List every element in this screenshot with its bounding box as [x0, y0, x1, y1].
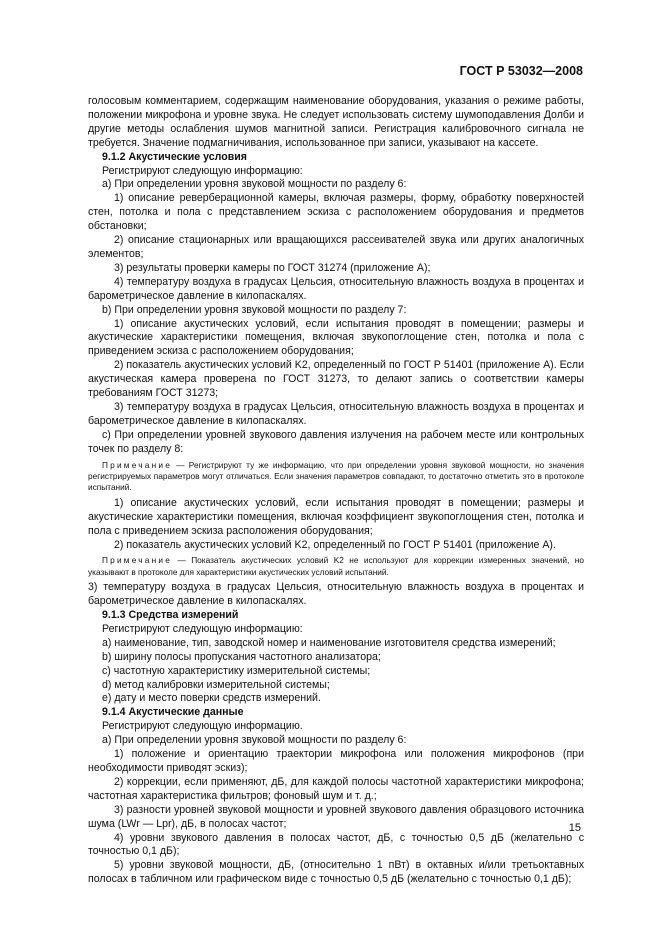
body-paragraph: 1) описание акустических условий, если испытания проводят в помещении; размеры и акустические характеристики помещения, включая звукопоглощение стен, потолка и пола с приведением эскиза с расположением оборудования;	[88, 317, 584, 358]
body-paragraph: a) наименование, тип, заводской номер и наименование изготовителя средства измерений;	[102, 636, 556, 649]
body-paragraph: 2) показатель акустических условий K2, определенный по ГОСТ Р 51401 (приложение А).	[114, 538, 556, 551]
body-paragraph: b) ширину полосы пропускания частотного анализатора;	[102, 650, 381, 663]
note-text: — Показатель акустических условий K2 не используют для коррекции измеренных значений, но указывают в протоколе для характеристики акустических условий испытаний.	[88, 555, 584, 577]
body-paragraph: 5) уровни звуковой мощности, дБ, (относительно 1 пВт) в октавных и/или третьоктавных полосах в табличном или графическом виде с точностью 0,5 дБ (желательно с точностью 0,1 дБ);	[88, 859, 584, 886]
body-paragraph: 1) описание акустических условий, если испытания проводят в помещении; размеры и акустические характеристики помещения, включая коэффициент звукопоглощения стен, потолка и пола с приведением эскиза расположения оборудования;	[88, 496, 584, 537]
note-label: Примечание	[102, 459, 173, 470]
body-paragraph: 4) уровни звукового давления в полосах частот, дБ, с точностью 0,5 дБ (желательно с точностью 0,1 дБ);	[88, 831, 584, 858]
header-standard-title: ГОСТ Р 53032—2008	[459, 64, 583, 78]
document-body	[88, 95, 584, 887]
page-number: 15	[568, 822, 581, 834]
section-heading: 9.1.2 Акустические условия	[102, 150, 247, 163]
body-paragraph: 2) показатель акустических условий K2, определенный по ГОСТ Р 51401 (приложение А). Если акустическая камера проверена по ГОСТ 31273, то делают запись о соответствии камеры требованиям ГОСТ 31273;	[88, 359, 584, 400]
body-paragraph: голосовым комментарием, содержащим наименование оборудования, указания о режиме работы, положении микрофона и уровне звука. Не следует использовать систему шумоподавления Долби и другие методы ослабления шумов магнитной записи. Регистрация калибровочного сигнала не требуется. Значение подмагничивания, использованное при записи, указывают на кассете.	[88, 95, 584, 149]
body-paragraph: 3) разности уровней звуковой мощности и уровней звукового давления образцового источника шума (LWr — Lpr), дБ, в полосах частот;	[88, 803, 584, 830]
note-text: — Регистрируют ту же информацию, что при определении уровня звуковой мощности, но значения регистрируемых параметров могут отличаться. Если значения параметров совпадают, то достаточно отметить это в протоколе испытаний.	[88, 459, 584, 493]
note-paragraph	[88, 460, 584, 494]
body-paragraph: 4) температуру воздуха в градусах Цельсия, относительную влажность воздуха в процентах и барометрическое давление в килопаскалях.	[88, 275, 584, 302]
body-paragraph: Регистрируют следующую информацию:	[102, 164, 303, 177]
body-paragraph: 3) температуру воздуха в градусах Цельсия, относительную влажность воздуха в процентах и барометрическое давление в килопаскалях.	[88, 581, 584, 608]
body-paragraph: 2) описание стационарных или вращающихся рассеивателей звука или других аналогичных элементов;	[88, 234, 584, 260]
body-paragraph: 3) результаты проверки камеры по ГОСТ 31274 (приложение А);	[114, 261, 431, 274]
body-paragraph: c) частотную характеристику измерительной системы;	[102, 664, 371, 677]
body-paragraph: Регистрируют следующую информацию.	[102, 720, 303, 733]
body-paragraph: 1) положение и ориентацию траектории микрофона или положения микрофонов (при необходимости приводят эскиз);	[88, 748, 584, 774]
note-label: Примечание	[102, 555, 173, 566]
body-paragraph: Регистрируют следующую информацию:	[102, 622, 303, 635]
section-heading: 9.1.4 Акустические данные	[102, 706, 244, 719]
body-paragraph: a) При определении уровня звуковой мощности по разделу 6:	[102, 178, 407, 191]
body-paragraph: d) метод калибровки измерительной системы;	[102, 678, 330, 691]
body-paragraph: c) При определении уровней звукового давления излучения на рабочем месте или контрольных точек по разделу 8:	[88, 428, 584, 455]
note-paragraph	[88, 555, 584, 578]
body-paragraph: a) При определении уровня звуковой мощности по разделу 6:	[102, 734, 407, 747]
body-paragraph: 2) коррекции, если применяют, дБ, для каждой полосы частотной характеристики микрофона; частотная характеристика фильтров; фоновый шум и т. д.;	[88, 775, 584, 802]
section-heading: 9.1.3 Средства измерений	[102, 609, 239, 622]
body-paragraph: b) При определении уровня звуковой мощности по разделу 7:	[102, 303, 407, 316]
body-paragraph: e) дату и место поверки средств измерений.	[102, 692, 321, 705]
body-paragraph: 1) описание реверберационной камеры, включая размеры, форму, обработку поверхностей стен, потолка и пола с представлением эскиза с расположением оборудования и предметов обстановки;	[88, 192, 584, 233]
body-paragraph: 3) температуру воздуха в градусах Цельсия, относительную влажность воздуха в процентах и барометрическое давление в килопаскалях.	[88, 400, 584, 427]
